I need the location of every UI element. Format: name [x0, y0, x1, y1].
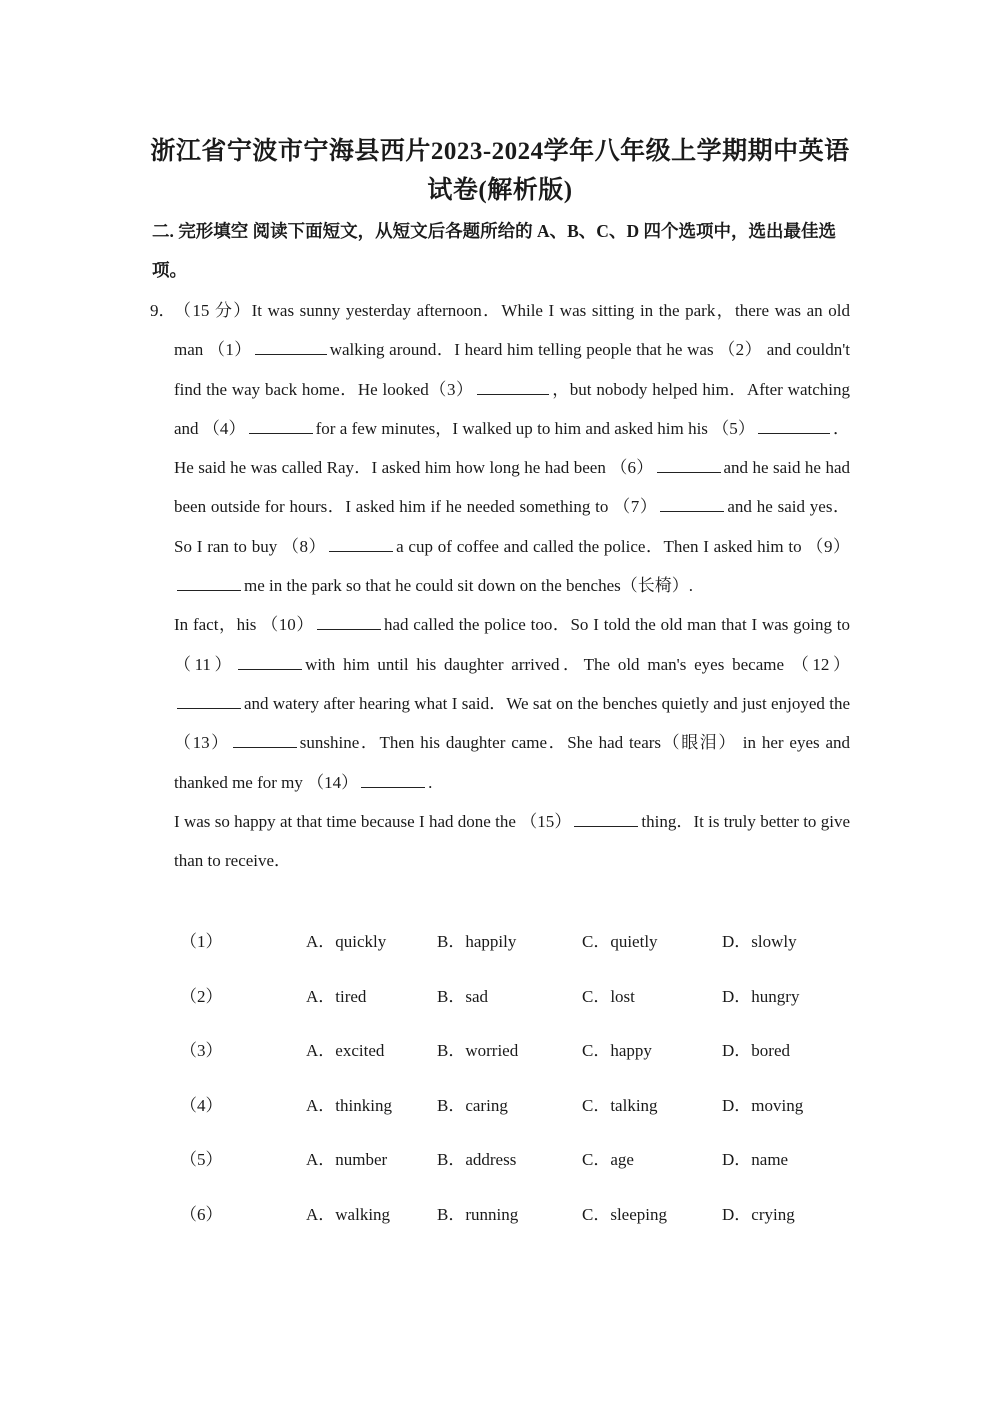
- option-a[interactable]: A．quickly: [306, 932, 387, 951]
- option-b[interactable]: B．sad: [437, 986, 488, 1006]
- passage-text: had called the police too．So I told the old man that I was going to（11）: [174, 615, 850, 674]
- option-d[interactable]: D．moving: [722, 1095, 804, 1115]
- option-number: （3）: [180, 1041, 223, 1060]
- passage-text: and he said he had been outside for hours．I asked him if he needed something to （7）: [174, 458, 850, 517]
- passage-text: It was sunny yesterday afternoon．While I was sitting in the park，there was an old man （1）: [174, 301, 850, 360]
- passage-text: .: [428, 772, 433, 792]
- option-c[interactable]: C．happy: [582, 1041, 652, 1060]
- option-number: （6）: [180, 1204, 223, 1224]
- option-a[interactable]: A．number: [306, 1150, 388, 1169]
- option-b[interactable]: B．happily: [437, 932, 517, 951]
- option-row: [180, 1193, 860, 1248]
- passage-text: me in the park so that he could sit down on the benches（长椅）.: [244, 576, 693, 596]
- option-c[interactable]: C．age: [582, 1150, 634, 1169]
- option-a[interactable]: A．thinking: [306, 1095, 392, 1115]
- option-c[interactable]: C．quietly: [582, 932, 658, 951]
- option-d[interactable]: D．name: [722, 1150, 789, 1169]
- option-d[interactable]: D．hungry: [722, 986, 800, 1006]
- option-b[interactable]: B．address: [437, 1150, 517, 1169]
- blank-9[interactable]: [177, 576, 241, 591]
- passage-paragraph-1: [174, 291, 850, 605]
- option-a[interactable]: A．walking: [306, 1204, 391, 1224]
- passage-text: walking around．I heard him telling people that he was （2）: [329, 340, 763, 360]
- passage-text: and couldn't find the way back home．He looked（3）: [174, 340, 850, 399]
- option-row: [180, 975, 860, 1030]
- options-table: [180, 920, 860, 1247]
- blank-15[interactable]: [574, 812, 638, 827]
- blank-1[interactable]: [255, 340, 327, 355]
- passage-text: ．He said he was called Ray．I asked him how long he had been （6）: [174, 418, 851, 478]
- passage-text: I was so happy at that time because I had done the （15）: [174, 811, 572, 831]
- option-c[interactable]: C．talking: [582, 1095, 658, 1115]
- passage-text: for a few minutes，I walked up to him and asked him his （5）: [315, 418, 755, 438]
- blank-7[interactable]: [660, 497, 724, 512]
- section-heading: 二. 完形填空 阅读下面短文，从短文后各题所给的 A、B、C、D 四个选项中，选出最佳选项。: [152, 221, 836, 280]
- blank-5[interactable]: [758, 419, 830, 434]
- option-number: （1）: [180, 932, 223, 951]
- passage-text: ，but nobody helped him．After watching and （4）: [174, 379, 850, 438]
- blank-8[interactable]: [329, 537, 393, 552]
- passage-paragraph-3: [174, 802, 850, 881]
- option-b[interactable]: B．worried: [437, 1041, 519, 1060]
- option-b[interactable]: B．running: [437, 1204, 519, 1224]
- blank-10[interactable]: [317, 615, 381, 630]
- passage-text: sunshine．Then his daughter came．She had tears（眼泪） in her eyes and thanked me for my （14）: [174, 733, 851, 792]
- document-title: 浙江省宁波市宁海县西片2023-2024学年八年级上学期期中英语试卷(解析版): [150, 138, 850, 204]
- option-d[interactable]: D．crying: [722, 1204, 795, 1224]
- option-row: [180, 1138, 860, 1193]
- option-row: [180, 920, 860, 975]
- blank-3[interactable]: [477, 380, 549, 395]
- question-number: 9．: [150, 301, 176, 320]
- option-number: （4）: [180, 1095, 223, 1115]
- passage-text: and watery after hearing what I said．We sat on the benches quietly and just enjoyed the （13）: [174, 693, 850, 753]
- passage-text: with him until his daughter arrived．The old man's eyes became （12）: [305, 654, 850, 674]
- question-score: （15 分）: [174, 301, 252, 320]
- passage-text: a cup of coffee and called the police．Then I asked him to （9）: [396, 536, 850, 556]
- option-b[interactable]: B．caring: [437, 1095, 508, 1115]
- passage-text: thing．It is truly better to give than to receive．: [174, 811, 850, 871]
- blank-11[interactable]: [238, 655, 302, 670]
- option-number: （5）: [180, 1150, 223, 1169]
- option-c[interactable]: C．sleeping: [582, 1204, 667, 1224]
- option-a[interactable]: A．excited: [306, 1041, 385, 1060]
- option-d[interactable]: D．slowly: [722, 932, 797, 951]
- blank-14[interactable]: [361, 773, 425, 788]
- cloze-passage: [174, 291, 850, 880]
- option-d[interactable]: D．bored: [722, 1041, 790, 1060]
- blank-12[interactable]: [177, 694, 241, 709]
- passage-text: In fact，his （10）: [174, 615, 314, 635]
- passage-text: and he said yes．So I ran to buy （8）: [174, 497, 851, 556]
- option-c[interactable]: C．lost: [582, 986, 635, 1006]
- option-row: [180, 1029, 860, 1084]
- option-number: （2）: [180, 986, 223, 1006]
- option-row: [180, 1084, 860, 1139]
- passage-paragraph-2: [174, 605, 850, 801]
- blank-4[interactable]: [249, 419, 313, 434]
- blank-6[interactable]: [657, 458, 721, 473]
- option-a[interactable]: A．tired: [306, 986, 367, 1006]
- blank-13[interactable]: [233, 733, 297, 748]
